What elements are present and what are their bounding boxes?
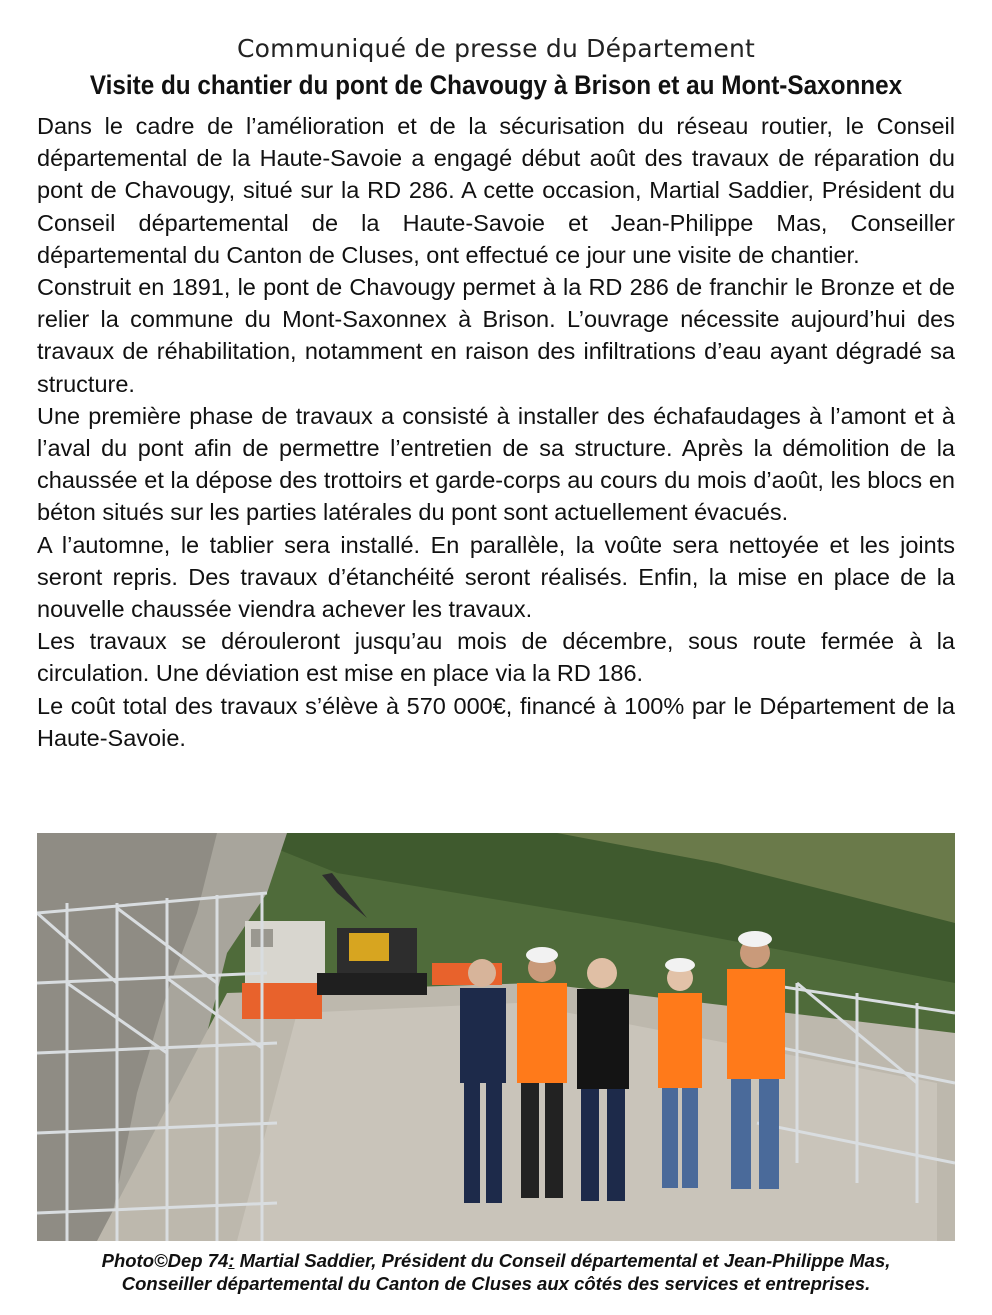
paragraph: Dans le cadre de l’amélioration et de la sécurisation du réseau routier, le Conseil départemental de la Haute-Savoie a engagé début août des travaux de réparation du pont de Chavougy, situé sur la RD 286. A cette occasion, Martial Saddier, Président du Conseil départemental de la Haute-Savoie et Jean-Philippe Mas, Conseiller départemental du Canton de Cluses, ont effectué ce jour une visite de chantier. [37, 113, 955, 268]
paragraph: Les travaux se dérouleront jusqu’au mois de décembre, sous route fermée à la circulation. Une déviation est mise en place via la RD 186. [37, 628, 955, 687]
paragraph: A l’automne, le tablier sera installé. En parallèle, la voûte sera nettoyée et les joints seront repris. Des travaux d’étanchéité seront réalisés. Enfin, la mise en place de la nouvelle chaussée viendra achever les travaux. [37, 531, 955, 623]
paragraph: Le coût total des travaux s’élève à 570 000€, financé à 100% par le Département de la Haute-Savoie. [37, 692, 955, 751]
photo-credit: Photo©Dep 74: [101, 1250, 235, 1271]
photo-caption [0, 1249, 992, 1295]
paragraph: Construit en 1891, le pont de Chavougy permet à la RD 286 de franchir le Bronze et de relier la commune du Mont-Saxonnex à Brison. L’ouvrage nécessite aujourd’hui des travaux de réhabilitation, notamment en raison des infiltrations d’eau ayant dégradé sa structure. [37, 274, 955, 397]
paragraph: Une première phase de travaux a consisté à installer des échafaudages à l’amont et à l’aval du pont afin de permettre l’entretien de sa structure. Après la démolition de la chaussée et la dépose des trottoirs et garde-corps au cours du mois d’août, les blocs en béton situés sur les parties latérales du pont sont actuellement évacués. [37, 402, 955, 526]
construction-site-photo [37, 833, 955, 1241]
press-release-kicker: Communiqué de presse du Département [236, 34, 755, 63]
caption-text-line1: Martial Saddier, Président du Conseil départemental et Jean-Philippe Mas, [234, 1250, 891, 1271]
caption-text-line2: Conseiller départemental du Canton de Cluses aux côtés des services et entreprises. [121, 1273, 871, 1294]
photo-illustration [37, 833, 955, 1241]
article-body [37, 110, 955, 754]
press-release-title: Visite du chantier du pont de Chavougy à Brison et au Mont-Saxonnex [89, 70, 903, 100]
